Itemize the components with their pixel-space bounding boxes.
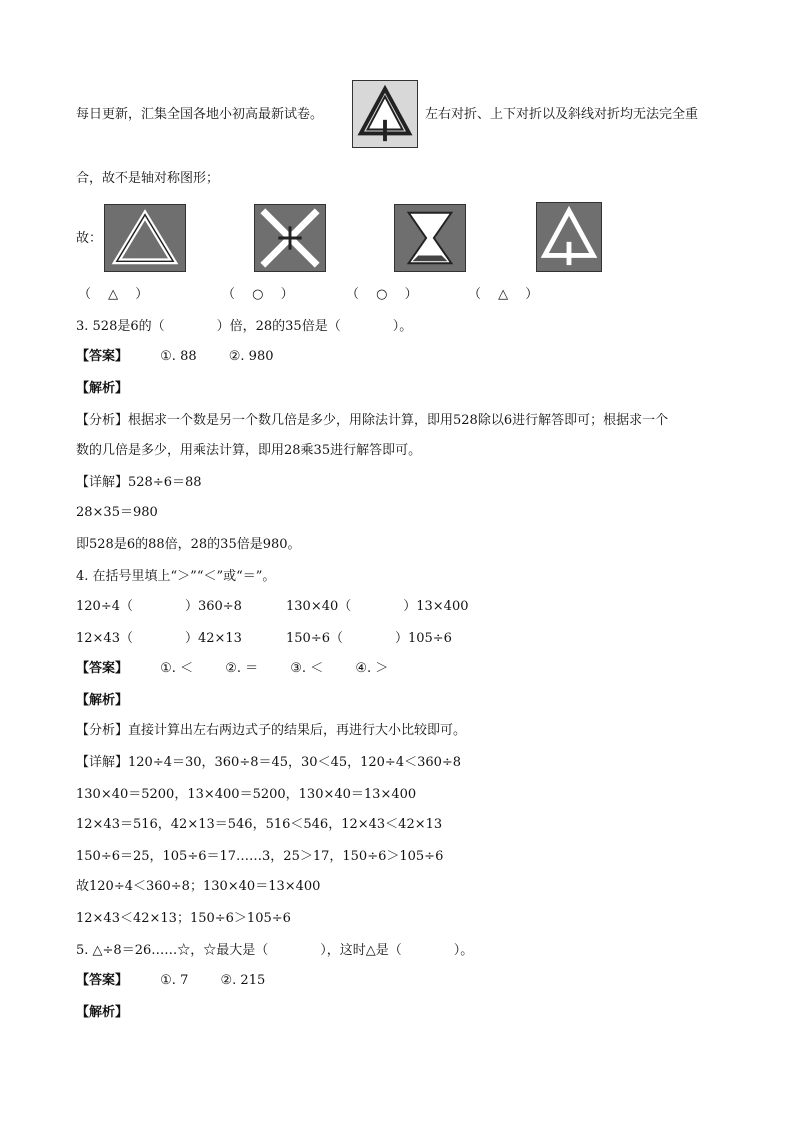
q4-row2-left: 12×43（ ）42×13: [76, 631, 242, 646]
q3-answer-2: ②. 980: [228, 349, 274, 364]
q4-question: 4. 在括号里填上“＞”“＜”或“＝”。: [76, 569, 276, 584]
q3-analysis-line-1: 【分析】根据求一个数是另一个数几倍是多少，用除法计算，即用528除以6进行解答即可；根据求一个: [76, 413, 669, 428]
recycle-arrow-icon: [537, 203, 601, 271]
q4-detail-1: 【详解】120÷4＝30，360÷8＝45，30＜45，120÷4＜360÷8: [76, 755, 462, 770]
q4-detail-2: 130×40＝5200，13×400＝5200，130×40＝13×400: [76, 787, 417, 802]
intro-text: 每日更新，汇集全国各地小初高最新试卷。: [76, 107, 324, 122]
q4-row1-right: 130×40（ ）13×400: [286, 599, 469, 614]
q4-row2-right: 150÷6（ ）105÷6: [286, 631, 452, 646]
q4-answer-row: [76, 660, 388, 678]
q5-answer-1: ①. 7: [160, 973, 189, 988]
q4-analysis: 【分析】直接计算出左右两边式子的结果后，再进行大小比较即可。: [76, 723, 467, 738]
recycle-symbol-figure: [352, 80, 418, 148]
q3-detail-2: 28×35＝980: [76, 505, 158, 520]
q3-detail-1: 【详解】528÷6＝88: [76, 475, 202, 490]
q4-analysis-tag: 【解析】: [76, 693, 129, 708]
q4-detail-6: 12×43＜42×13；150÷6＞105÷6: [76, 911, 291, 926]
q5-answer-2: ②. 215: [220, 973, 266, 988]
q4-answer-4: ④. ＞: [355, 661, 389, 676]
q3-answer-1: ①. 88: [160, 349, 197, 364]
recycle-triangle-icon: [105, 205, 185, 271]
explanation-text: 左右对折、上下对折以及斜线对折均无法完全重: [425, 107, 699, 122]
q4-answer-3: ③. ＜: [290, 661, 324, 676]
hourglass-icon: [395, 205, 465, 271]
q5-question: 5. △÷8＝26……☆，☆最大是（ ），这时△是（ ）。: [76, 943, 474, 958]
explanation-continued: 合，故不是轴对称图形；: [76, 171, 220, 186]
q4-detail-3: 12×43＝516，42×13＝546，516＜546，12×43＜42×13: [76, 817, 443, 832]
q4-answer-1: ①. ＜: [160, 661, 194, 676]
q5-analysis-tag: 【解析】: [76, 1005, 129, 1020]
q3-detail-3: 即528是6的88倍，28的35倍是980。: [76, 537, 301, 552]
cross-arrows-icon: [255, 205, 325, 271]
mark-3: （ ○ ）: [346, 287, 418, 302]
q4-answer-tag: 【答案】: [76, 661, 129, 676]
q4-detail-5: 故120÷4＜360÷8；130×40＝13×400: [76, 879, 321, 894]
q3-question: 3. 528是6的（ ）倍，28的35倍是（ ）。: [76, 319, 413, 334]
q5-answer-row: [76, 972, 265, 990]
mark-1: （ △ ）: [78, 287, 149, 302]
q3-answer-tag: 【答案】: [76, 349, 129, 364]
q3-answer-row: [76, 348, 274, 366]
q4-row1-left: 120÷4（ ）360÷8: [76, 599, 242, 614]
q3-analysis-tag: 【解析】: [76, 381, 129, 396]
figure-cross-arrows: [254, 204, 326, 272]
q4-detail-4: 150÷6＝25，105÷6＝17……3，25＞17，150÷6＞105÷6: [76, 849, 444, 864]
q3-analysis-line-2: 数的几倍是多少，用乘法计算，即用28乘35进行解答即可。: [76, 443, 422, 458]
recycle-icon: [353, 81, 417, 147]
q4-answer-2: ②. ＝: [225, 661, 259, 676]
figure-hourglass: [394, 204, 466, 272]
therefore-label: 故：: [76, 231, 103, 246]
mark-4: （ △ ）: [468, 287, 539, 302]
figure-recycle-triangle: [104, 204, 186, 272]
figure-recycle-arrow: [536, 202, 602, 272]
q5-answer-tag: 【答案】: [76, 973, 129, 988]
mark-2: （ ○ ）: [222, 287, 294, 302]
